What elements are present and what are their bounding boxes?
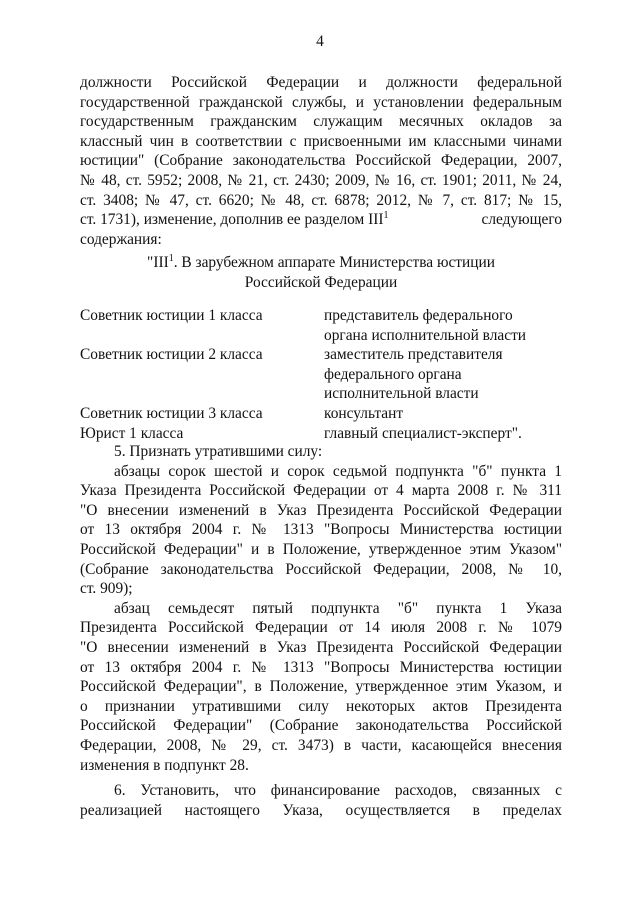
text-line: абзацы сорок шестой и сорок седьмой подпункта "б" пункта 1 bbox=[114, 462, 562, 480]
text-line: Российской Федерации", в Положение, утвержденное этим Указом, и bbox=[80, 678, 562, 696]
table-row bbox=[80, 306, 562, 326]
rank-cell: Советник юстиции 3 класса bbox=[80, 404, 263, 422]
position-cell: органа исполнительной власти bbox=[324, 326, 527, 344]
section-title-line bbox=[80, 253, 562, 273]
text-line: 6. Установить, что финансирование расходов, связанных с bbox=[114, 782, 562, 799]
section-title-line: Российской Федерации bbox=[244, 273, 398, 291]
rank-table bbox=[80, 306, 562, 443]
text-line: классный чин в соответствии с присвоенными им классными чинами bbox=[80, 132, 562, 150]
table-row bbox=[80, 424, 562, 444]
text-line: от 13 октября 2004 г. № 1313 "Вопросы Министерства юстиции bbox=[80, 658, 562, 676]
table-row bbox=[80, 404, 562, 424]
position-cell: консультант bbox=[324, 404, 404, 422]
item-heading: 5. Признать утратившими силу: bbox=[114, 443, 323, 460]
intro-paragraph bbox=[80, 73, 562, 249]
text-line: Федерации, 2008, № 29, ст. 3473) в части, касающейся внесения bbox=[80, 736, 562, 754]
superscript: 1 bbox=[168, 253, 174, 264]
section-title bbox=[80, 253, 562, 292]
page-number: 4 bbox=[316, 33, 324, 50]
table-row bbox=[80, 365, 562, 385]
text-line bbox=[80, 210, 562, 230]
position-cell: федерального органа bbox=[324, 365, 462, 383]
text-line: юстиции" (Собрание законодательства Российской Федерации, 2007, bbox=[80, 152, 562, 170]
position-cell: главный специалист-эксперт". bbox=[324, 424, 522, 442]
text-line: реализацией настоящего Указа, осуществляется в пределах bbox=[80, 801, 562, 819]
text-line: государственной гражданской службы, и установлении федеральным bbox=[80, 93, 562, 111]
text-line: абзац семьдесят пятый подпункта "б" пункта 1 Указа bbox=[114, 599, 562, 617]
position-cell: представитель федерального bbox=[324, 307, 513, 324]
item-6 bbox=[80, 781, 562, 820]
text-line: "О внесении изменений в Указ Президента Российской Федерации bbox=[80, 501, 562, 519]
text-line: Российской Федерации" (Собрание законодательства Российской bbox=[80, 717, 562, 735]
text-line: о признании утратившими силу некоторых актов Президента bbox=[80, 697, 562, 715]
text-line: Российской Федерации" и в Положение, утвержденное этим Указом" bbox=[80, 540, 562, 558]
text-line: ст. 909); bbox=[80, 580, 133, 598]
text-line: изменения в подпункт 28. bbox=[80, 756, 249, 774]
rank-cell: Советник юстиции 1 класса bbox=[80, 307, 263, 324]
table-row bbox=[80, 326, 562, 346]
text-line: "О внесении изменений в Указ Президента Российской Федерации bbox=[80, 638, 562, 656]
text-line: ст. 3408; № 47, ст. 6620; № 48, ст. 6878; 2012, № 7, ст. 817; № 15, bbox=[80, 191, 562, 209]
text-line: № 48, ст. 5952; 2008, № 21, ст. 2430; 2009, № 16, ст. 1901; 2011, № 24, bbox=[80, 171, 562, 189]
text-fragment: ст. 1731), изменение, дополнив ее разделом III bbox=[80, 211, 384, 229]
item-5 bbox=[80, 442, 562, 775]
text-fragment: "III bbox=[147, 254, 169, 271]
text-line: Президента Российской Федерации от 14 июля 2008 г. № 1079 bbox=[80, 619, 562, 637]
text-line: должности Российской Федерации и должности федеральной bbox=[80, 74, 562, 91]
rank-cell: Советник юстиции 2 класса bbox=[80, 346, 263, 364]
text-fragment: . В зарубежном аппарате Министерства юстиции bbox=[173, 254, 495, 271]
table-row bbox=[80, 384, 562, 404]
position-cell: заместитель представителя bbox=[324, 346, 503, 364]
superscript: 1 bbox=[383, 210, 389, 222]
text-line: содержания: bbox=[80, 230, 162, 248]
text-line: от 13 октября 2004 г. № 1313 "Вопросы Министерства юстиции bbox=[80, 521, 562, 539]
text-line: (Собрание законодательства Российской Федерации, 2008, № 10, bbox=[80, 560, 562, 578]
rank-cell: Юрист 1 класса bbox=[80, 424, 184, 442]
text-line: государственным гражданским служащим месячных окладов за bbox=[80, 113, 562, 131]
text-line: Указа Президента Российской Федерации от 4 марта 2008 г. № 311 bbox=[80, 482, 562, 500]
position-cell: исполнительной власти bbox=[324, 385, 479, 403]
text-fragment: следующего bbox=[481, 211, 562, 229]
table-row bbox=[80, 345, 562, 365]
